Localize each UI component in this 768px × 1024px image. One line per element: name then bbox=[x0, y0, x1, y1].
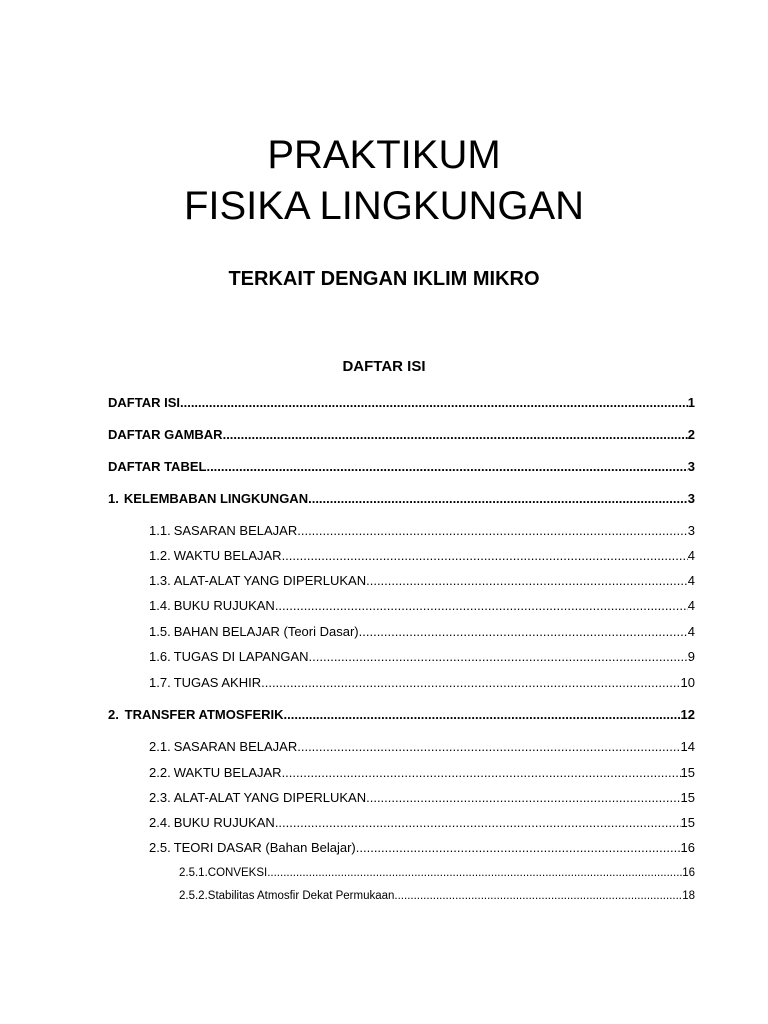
toc-leader-dots bbox=[284, 706, 681, 724]
toc-entry-label: DAFTAR ISI bbox=[108, 395, 180, 410]
toc-entry-number: 1.3. bbox=[149, 573, 171, 588]
toc-entry-label: DAFTAR TABEL bbox=[108, 459, 207, 474]
toc-entry-2-4[interactable] bbox=[149, 814, 695, 832]
toc-entry-page: 3 bbox=[687, 459, 695, 474]
toc-entry-2-2[interactable] bbox=[149, 764, 695, 782]
toc-entry-page: 4 bbox=[687, 598, 695, 613]
toc-leader-dots bbox=[309, 648, 688, 666]
toc-leader-dots bbox=[267, 864, 682, 882]
toc-leader-dots bbox=[275, 814, 681, 832]
toc-entry-label: ALAT-ALAT YANG DIPERLUKAN bbox=[173, 790, 367, 805]
toc-entry-page: 15 bbox=[680, 790, 695, 805]
toc-entry-page: 9 bbox=[687, 649, 695, 664]
toc-entry-page: 12 bbox=[680, 707, 695, 722]
toc-entry-page: 10 bbox=[680, 675, 695, 690]
toc-entry-label: TUGAS DI LAPANGAN bbox=[173, 649, 309, 664]
toc-entry-2-3[interactable] bbox=[149, 789, 695, 807]
toc-entry-label: DAFTAR GAMBAR bbox=[108, 427, 223, 442]
toc-entry-label: KELEMBABAN LINGKUNGAN bbox=[123, 491, 309, 506]
toc-entry-page: 18 bbox=[682, 890, 695, 902]
toc-leader-dots bbox=[359, 623, 688, 641]
toc-entry-label: SASARAN BELAJAR bbox=[173, 523, 298, 538]
toc-entry-number: 2.5. bbox=[149, 840, 171, 855]
toc-entry-number: 1.2. bbox=[149, 548, 171, 563]
toc-leader-dots bbox=[366, 572, 688, 590]
toc-entry-chapter-1[interactable] bbox=[108, 490, 695, 508]
toc-entry-1-7[interactable] bbox=[149, 674, 695, 692]
toc-entry-2-5[interactable] bbox=[149, 839, 695, 857]
toc-leader-dots bbox=[275, 597, 688, 615]
toc-leader-dots bbox=[282, 764, 681, 782]
toc-leader-dots bbox=[308, 490, 688, 508]
toc-entry-daftar-isi[interactable] bbox=[108, 394, 695, 412]
toc-leader-dots bbox=[282, 547, 688, 565]
toc-entry-number: 2.1. bbox=[149, 739, 171, 754]
toc-entry-page: 15 bbox=[680, 765, 695, 780]
toc-entry-label: TEORI DASAR (Bahan Belajar) bbox=[173, 840, 356, 855]
toc-entry-page: 2 bbox=[687, 427, 695, 442]
toc-entry-page: 4 bbox=[687, 624, 695, 639]
toc-entry-label: BAHAN BELAJAR (Teori Dasar) bbox=[173, 624, 359, 639]
toc-leader-dots bbox=[366, 789, 680, 807]
toc-entry-1-1[interactable] bbox=[149, 522, 695, 540]
toc-leader-dots bbox=[356, 839, 681, 857]
toc-entry-page: 4 bbox=[687, 573, 695, 588]
toc-heading: DAFTAR ISI bbox=[342, 358, 426, 375]
toc-leader-dots bbox=[180, 394, 688, 412]
toc-entry-daftar-gambar[interactable] bbox=[108, 426, 695, 444]
toc-entry-number: 1.4. bbox=[149, 598, 171, 613]
toc-entry-number: 2.5.2. bbox=[179, 890, 208, 902]
toc-entry-number: 1.7. bbox=[149, 675, 171, 690]
toc-entry-page: 14 bbox=[680, 739, 695, 754]
toc-entry-2-1[interactable] bbox=[149, 738, 695, 756]
toc-entry-label: BUKU RUJUKAN bbox=[173, 598, 275, 613]
toc-entry-label: WAKTU BELAJAR bbox=[173, 765, 282, 780]
document-title-line1: PRAKTIKUM bbox=[267, 133, 501, 177]
toc-entry-label: ALAT-ALAT YANG DIPERLUKAN bbox=[173, 573, 367, 588]
toc-entry-page: 3 bbox=[687, 523, 695, 538]
toc-entry-page: 16 bbox=[680, 840, 695, 855]
toc-entry-number: 2.5.1. bbox=[179, 867, 208, 879]
toc-entry-1-4[interactable] bbox=[149, 597, 695, 615]
toc-leader-dots bbox=[206, 458, 687, 476]
toc-leader-dots bbox=[297, 522, 688, 540]
toc-entry-page: 15 bbox=[680, 815, 695, 830]
toc-entry-page: 4 bbox=[687, 548, 695, 563]
toc-entry-label: CONVEKSI bbox=[207, 867, 268, 879]
toc-entry-daftar-tabel[interactable] bbox=[108, 458, 695, 476]
toc-entry-number: 2.4. bbox=[149, 815, 171, 830]
toc-entry-2-5-2[interactable] bbox=[179, 887, 695, 905]
toc-entry-number: 1. bbox=[108, 491, 119, 506]
toc-entry-label: TRANSFER ATMOSFERIK bbox=[124, 707, 284, 722]
toc-entry-number: 2.3. bbox=[149, 790, 171, 805]
toc-entry-label: WAKTU BELAJAR bbox=[173, 548, 282, 563]
toc-leader-dots bbox=[297, 738, 680, 756]
document-subtitle: TERKAIT DENGAN IKLIM MIKRO bbox=[228, 268, 540, 290]
toc-leader-dots bbox=[223, 426, 688, 444]
toc-entry-page: 1 bbox=[687, 395, 695, 410]
toc-entry-number: 1.5. bbox=[149, 624, 171, 639]
toc-entry-number: 2. bbox=[108, 707, 119, 722]
toc-leader-dots bbox=[394, 887, 682, 905]
document-title-line2: FISIKA LINGKUNGAN bbox=[183, 184, 585, 228]
toc-entry-1-6[interactable] bbox=[149, 648, 695, 666]
toc-entry-chapter-2[interactable] bbox=[108, 706, 695, 724]
toc-entry-label: SASARAN BELAJAR bbox=[173, 739, 298, 754]
toc-entry-number: 1.1. bbox=[149, 523, 171, 538]
toc-entry-2-5-1[interactable] bbox=[179, 864, 695, 882]
toc-entry-number: 2.2. bbox=[149, 765, 171, 780]
toc-entry-page: 3 bbox=[687, 491, 695, 506]
toc-entry-label: TUGAS AKHIR bbox=[173, 675, 262, 690]
toc-leader-dots bbox=[261, 674, 680, 692]
toc-entry-label: BUKU RUJUKAN bbox=[173, 815, 275, 830]
toc-entry-1-5[interactable] bbox=[149, 623, 695, 641]
toc-entry-1-3[interactable] bbox=[149, 572, 695, 590]
toc-entry-label: Stabilitas Atmosfir Dekat Permukaan bbox=[207, 890, 395, 902]
toc-entry-page: 16 bbox=[682, 867, 695, 879]
toc-entry-number: 1.6. bbox=[149, 649, 171, 664]
toc-entry-1-2[interactable] bbox=[149, 547, 695, 565]
